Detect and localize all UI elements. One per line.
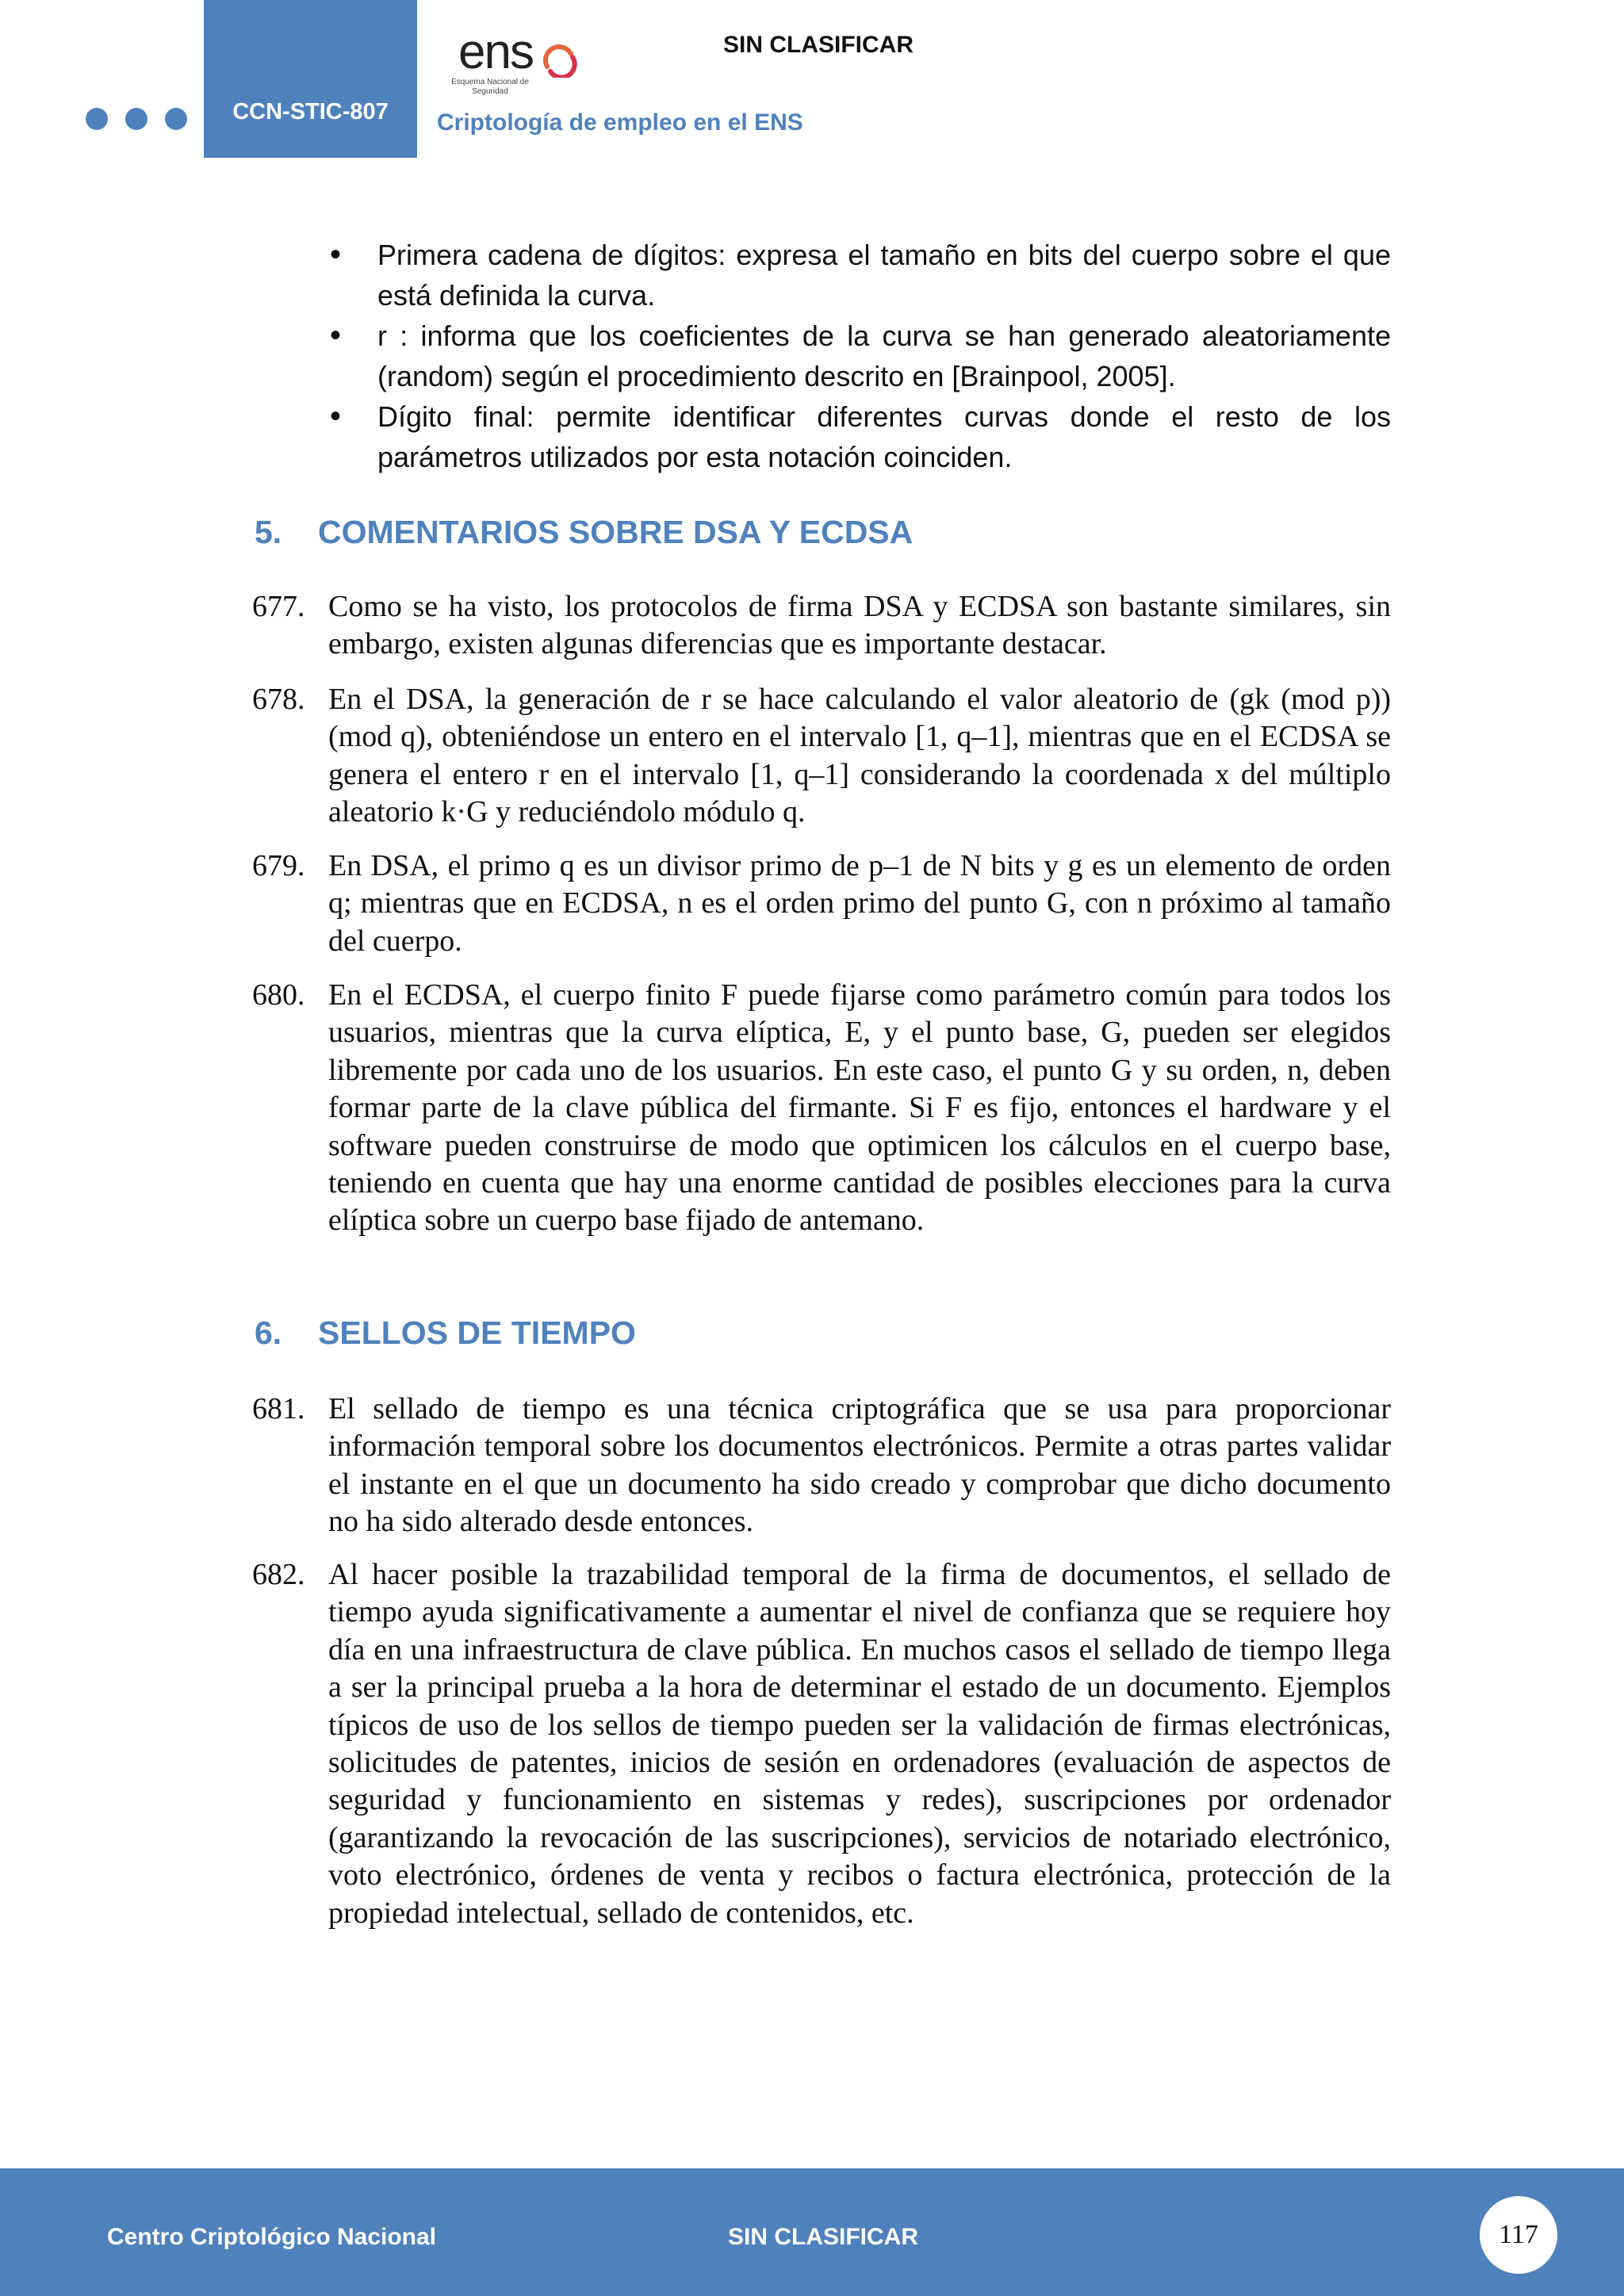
paragraph	[252, 1391, 1391, 1541]
header-dot	[125, 108, 147, 130]
header-dot	[165, 108, 187, 130]
paragraph	[252, 1556, 1391, 1932]
list-item: • Dígito final: permite identificar diferentes curvas donde el resto de los parámetros utilizados por esta notación coinciden.	[330, 396, 1391, 477]
ens-logo	[441, 25, 580, 96]
bullet-list	[330, 235, 1391, 477]
page-footer	[0, 2168, 1624, 2296]
header-dot	[86, 108, 108, 130]
section-number: 5.	[255, 514, 282, 550]
paragraph-number: 677.	[252, 590, 305, 623]
paragraph-text: Como se ha visto, los protocolos de firma DSA y ECDSA son bastante similares, sin embargo, existen algunas diferencias que es importante destacar.	[328, 590, 1391, 661]
header-classification: SIN CLASIFICAR	[723, 32, 914, 58]
paragraph-text: Al hacer posible la trazabilidad temporal de la firma de documentos, el sellado de tiempo ayuda significativamente a aumentar el nivel de confianza que se requiere hoy día en una infraestructura de clave pública. En muchos casos el sellado de tiempo llega a ser la principal prueba a la hora de determinar el estado de un documento. Ejemplos típicos de uso de los sellos de tiempo pueden ser la validación de firmas electrónicas, solicitudes de patentes, inicios de sesión en ordenadores (evaluación de aspectos de seguridad y funcionamiento en sistemas y redes), suscripciones por ordenador (garantizando la revocación de las suscripciones), servicios de notariado electrónico, voto electrónico, órdenes de venta y recibos o factura electrónica, protección de la propiedad intelectual, sellado de contenidos, etc.	[328, 1558, 1391, 1930]
paragraph-text: En DSA, el primo q es un divisor primo de p–1 de N bits y g es un elemento de orden q; mientras que en ECDSA, n es el orden primo del punto G, con n próximo al tamaño del cuerpo.	[328, 849, 1391, 958]
header-dots	[86, 108, 187, 130]
list-item: • Primera cadena de dígitos: expresa el tamaño en bits del cuerpo sobre el que está definida la curva.	[330, 235, 1391, 316]
list-item: • r : informa que los coeficientes de la curva se han generado aleatoriamente (random) según el procedimiento descrito en [Brainpool, 2005].	[330, 316, 1391, 396]
logo-wordmark: ens	[458, 25, 533, 79]
section-title: COMENTARIOS SOBRE DSA Y ECDSA	[318, 514, 914, 550]
footer-classification: SIN CLASIFICAR	[728, 2224, 918, 2250]
paragraph-number: 679.	[252, 849, 305, 882]
logo-subtitle: Esquema Nacional de Seguridad	[451, 78, 529, 96]
ens-logo-icon	[542, 43, 577, 78]
section-heading	[255, 1314, 636, 1352]
section-title: SELLOS DE TIEMPO	[318, 1314, 636, 1351]
footer-organization: Centro Criptológico Nacional	[107, 2224, 437, 2250]
document-code: CCN-STIC-807	[204, 0, 417, 158]
document-title: Criptología de empleo en el ENS	[437, 109, 803, 136]
section-number: 6.	[255, 1314, 282, 1351]
paragraph-number: 681.	[252, 1392, 305, 1425]
paragraph-number: 678.	[252, 683, 305, 716]
paragraph	[252, 977, 1391, 1240]
paragraph	[252, 681, 1391, 832]
paragraph	[252, 848, 1391, 960]
page-number: 117	[1480, 2196, 1557, 2274]
paragraph-text: En el DSA, la generación de r se hace calculando el valor aleatorio de (gk (mod p)) (mod q), obteniéndose un entero en el intervalo [1, q–1], mientras que en el ECDSA se genera el entero r en el intervalo [1, q–1] considerando la coordenada x del múltiplo aleatorio k·G y reduciéndolo módulo q.	[328, 683, 1391, 829]
section-heading	[255, 514, 913, 551]
paragraph-number: 680.	[252, 978, 305, 1012]
paragraph-number: 682.	[252, 1558, 305, 1591]
paragraph-text: El sellado de tiempo es una técnica criptográfica que se usa para proporcionar información temporal sobre los documentos electrónicos. Permite a otras partes validar el instante en el que un documento ha sido creado y comprobar que dicho documento no ha sido alterado desde entonces.	[328, 1392, 1391, 1539]
paragraph	[252, 588, 1391, 664]
paragraph-text: En el ECDSA, el cuerpo finito F puede fijarse como parámetro común para todos los usuarios, mientras que la curva elíptica, E, y el punto base, G, pueden ser elegidos libremente por cada uno de los usuarios. En este caso, el punto G y su orden, n, deben formar parte de la clave pública del firmante. Si F es fijo, entonces el hardware y el software pueden construirse de modo que optimicen los cálculos en el cuerpo base, teniendo en cuenta que hay una enorme cantidad de posibles elecciones para la curva elíptica sobre un cuerpo base fijado de antemano.	[328, 978, 1391, 1238]
